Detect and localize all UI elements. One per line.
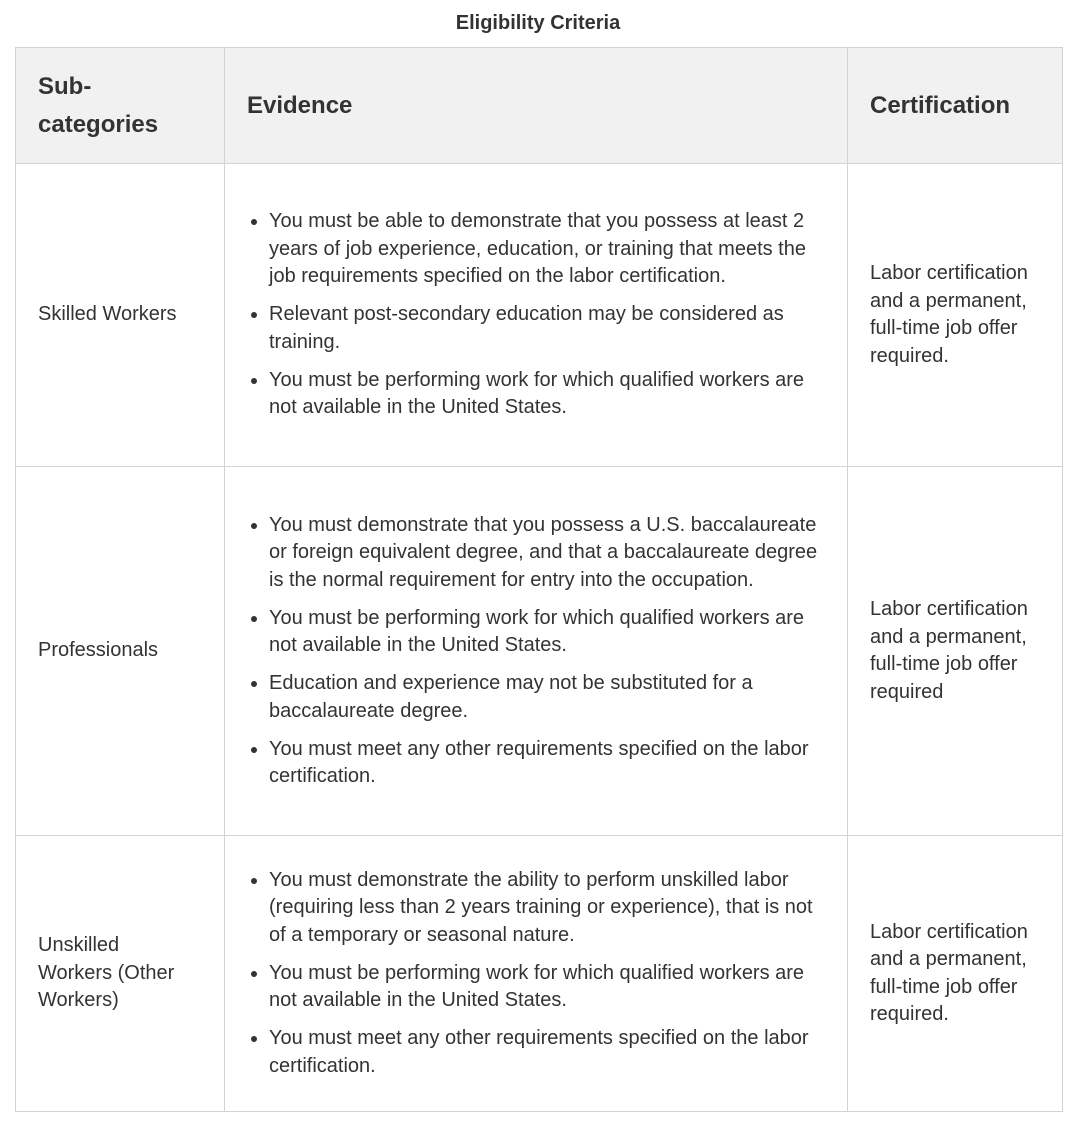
header-subcategories bbox=[16, 48, 225, 164]
evidence-item: • You must be able to demonstrate that you possess at least 2 years of job experience, education, or training that meets the job requirements specified on the labor certification. bbox=[269, 208, 825, 291]
evidence-cell bbox=[225, 836, 848, 1112]
table-row bbox=[16, 836, 1063, 1112]
evidence-item: • You must demonstrate the ability to perform unskilled labor (requiring less than 2 years training or experience), that is not of a temporary or seasonal nature. bbox=[269, 867, 825, 950]
evidence-item: • You must demonstrate that you possess a U.S. baccalaureate or foreign equivalent degree, and that a baccalaureate degree is the normal requirement for entry into the occupation. bbox=[269, 512, 825, 595]
certification-cell: Labor certification and a permanent, full-time job offer required bbox=[848, 467, 1063, 836]
header-subcategories-line1: Sub- bbox=[38, 72, 92, 100]
certification-cell: Labor certification and a permanent, full-time job offer required. bbox=[848, 836, 1063, 1112]
table-row bbox=[16, 467, 1063, 836]
evidence-list bbox=[247, 867, 825, 1081]
subcategory-line: Unskilled bbox=[38, 934, 120, 957]
certification-cell: Labor certification and a permanent, full-time job offer required. bbox=[848, 164, 1063, 467]
evidence-item: • You must be performing work for which qualified workers are not available in the United States. bbox=[269, 960, 825, 1015]
table-row bbox=[16, 164, 1063, 467]
header-evidence: Evidence bbox=[225, 48, 848, 164]
evidence-list bbox=[247, 512, 825, 791]
eligibility-criteria-table bbox=[15, 47, 1063, 1112]
subcategory-line: Workers) bbox=[38, 989, 119, 1012]
evidence-item: • Education and experience may not be substituted for a baccalaureate degree. bbox=[269, 670, 825, 725]
evidence-list bbox=[247, 208, 825, 422]
subcategory-line: Workers (Other bbox=[38, 961, 175, 984]
evidence-item: • You must be performing work for which qualified workers are not available in the United States. bbox=[269, 367, 825, 422]
evidence-item: • You must meet any other requirements specified on the labor certification. bbox=[269, 736, 825, 791]
subcategory-cell: Professionals bbox=[16, 467, 225, 836]
header-certification: Certification bbox=[848, 48, 1063, 164]
subcategory-cell: Skilled Workers bbox=[16, 164, 225, 467]
subcategory-cell bbox=[16, 836, 225, 1112]
evidence-item: • Relevant post-secondary education may be considered as training. bbox=[269, 301, 825, 356]
evidence-cell bbox=[225, 164, 848, 467]
evidence-item: • You must meet any other requirements specified on the labor certification. bbox=[269, 1025, 825, 1080]
evidence-item: • You must be performing work for which qualified workers are not available in the United States. bbox=[269, 605, 825, 660]
header-subcategories-line2: categories bbox=[38, 110, 159, 138]
table-header-row bbox=[16, 48, 1063, 164]
table-caption: Eligibility Criteria bbox=[455, 12, 621, 34]
evidence-cell bbox=[225, 467, 848, 836]
